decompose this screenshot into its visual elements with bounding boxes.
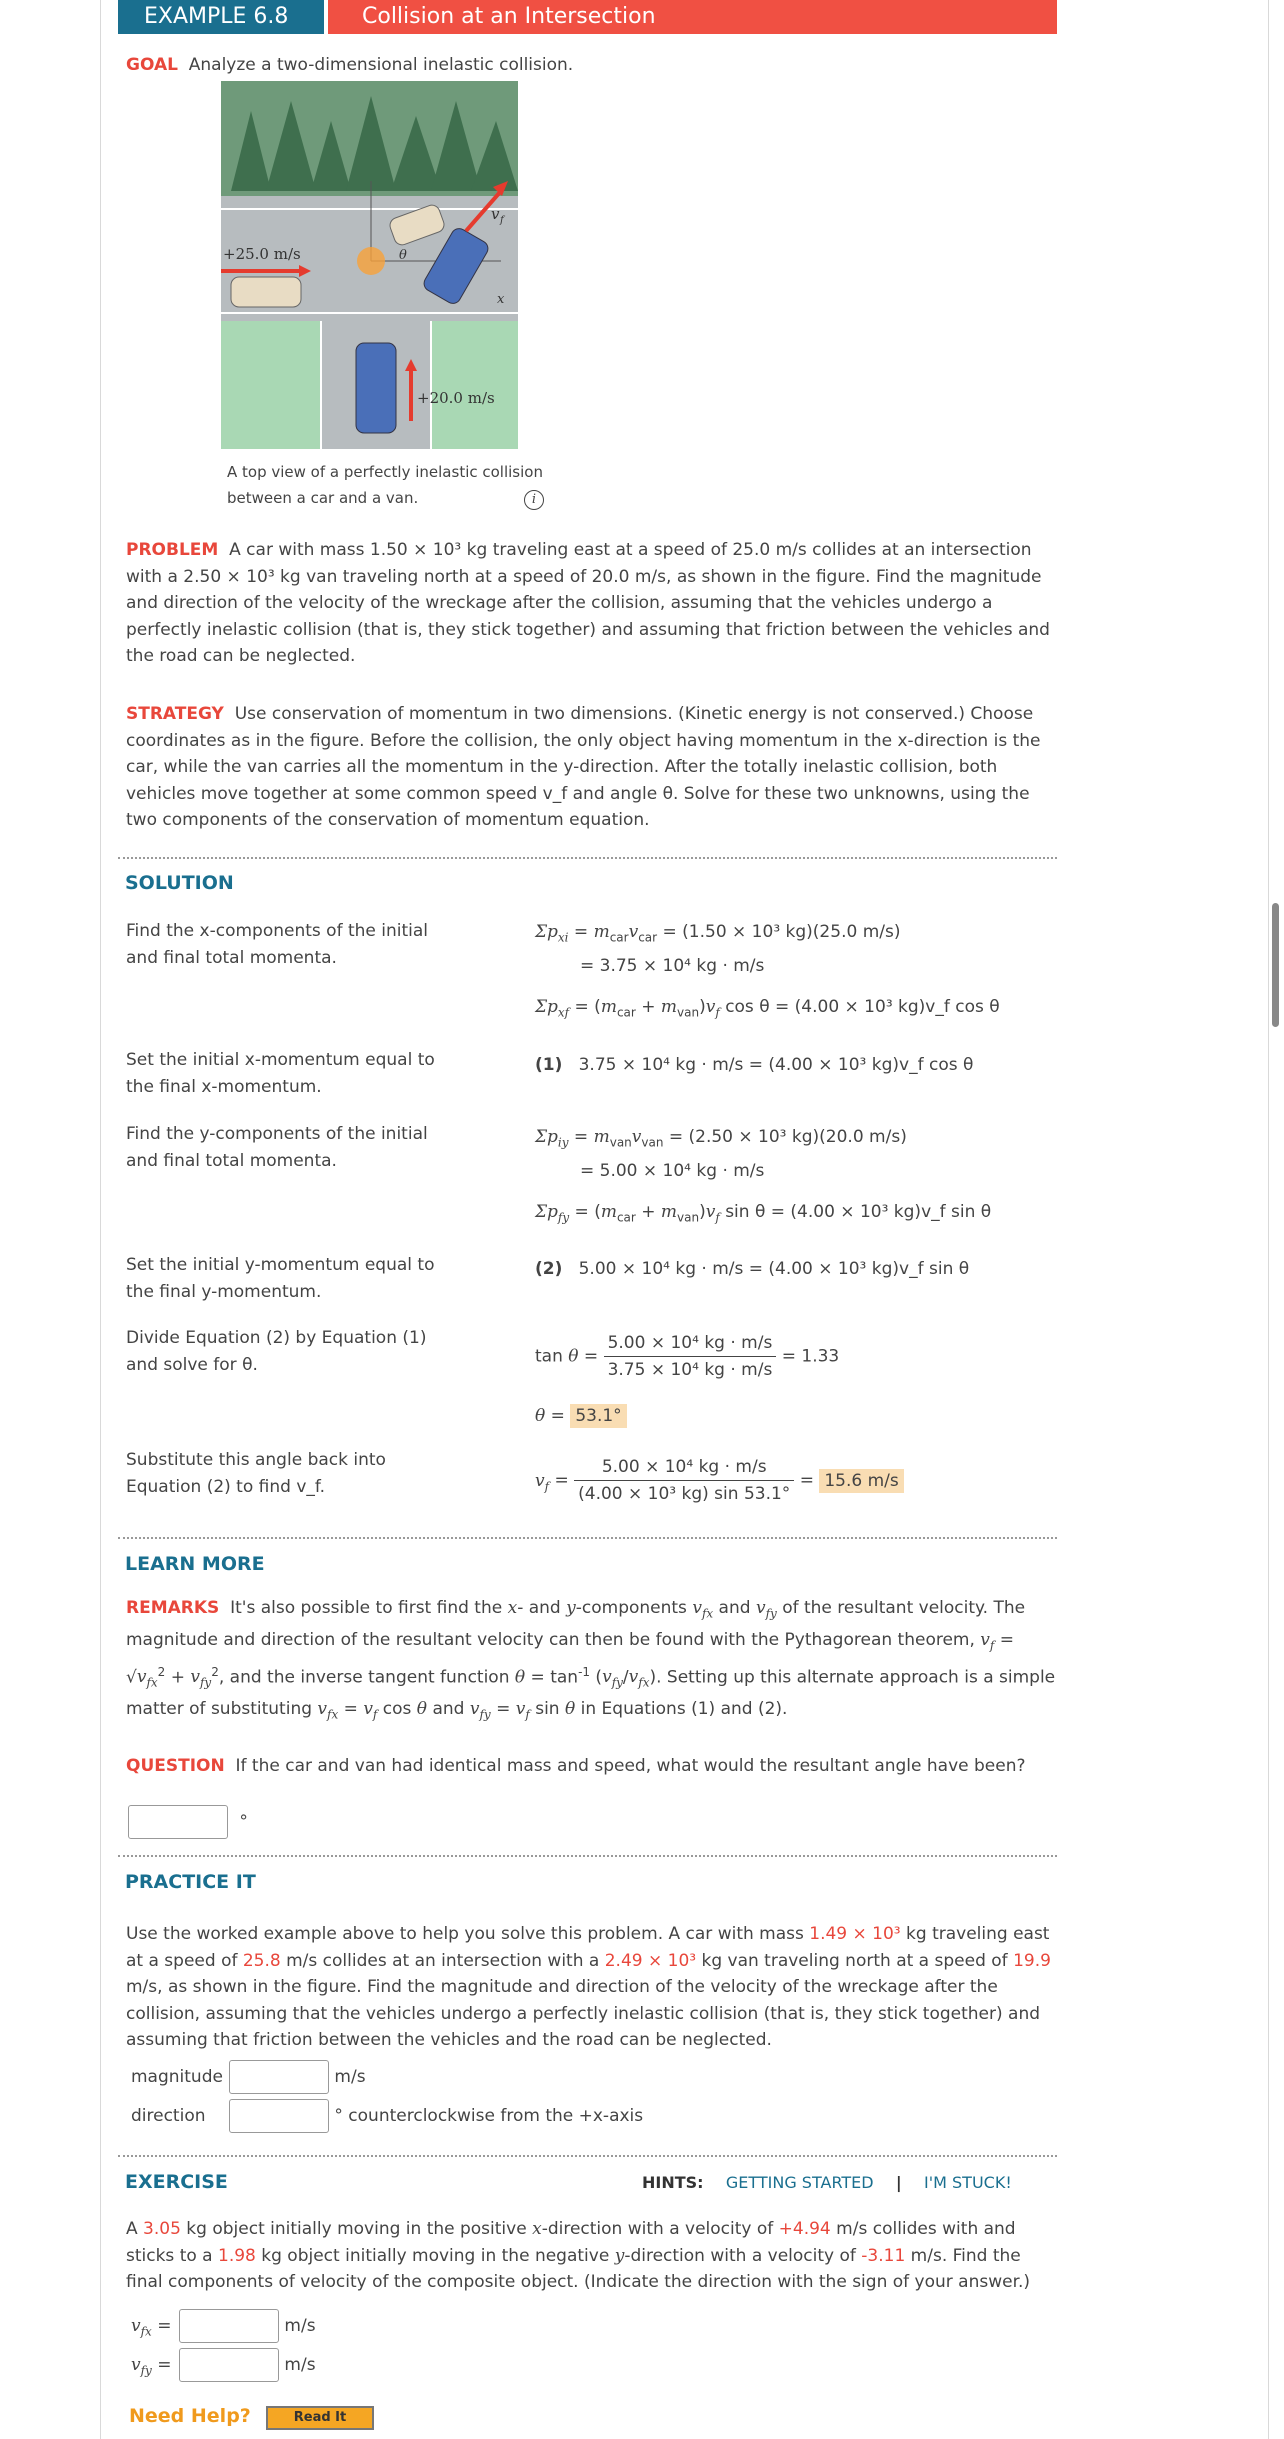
magnitude-input[interactable] bbox=[229, 2060, 329, 2094]
vfy-row: $v_{fy} = m/s$ bbox=[131, 2348, 316, 2387]
eq-theta: θ = 53.1° bbox=[535, 1403, 627, 1429]
vfy-input[interactable] bbox=[179, 2348, 279, 2382]
hint-separator: | bbox=[895, 2173, 902, 2192]
page-border-left bbox=[100, 0, 101, 2439]
hints-label: HINTS: bbox=[642, 2173, 704, 2192]
example-header bbox=[118, 0, 1057, 34]
vfx-unit: m/s bbox=[284, 2316, 316, 2336]
solution-step1: Find the x-components of the initial and final total momenta. bbox=[126, 921, 429, 968]
strategy-label: STRATEGY bbox=[126, 704, 224, 724]
question-label: QUESTION bbox=[126, 1756, 225, 1776]
eq-vf: $v_f$ = $\frac{\text{5.00 × 10⁴ kg · m/s}}{\text{(4.00 × 10³ kg) sin 53.1°}}$ = 15.6 m/s bbox=[535, 1454, 904, 1507]
tan-numerator: 5.00 × 10⁴ kg · m/s bbox=[604, 1330, 777, 1357]
example-title: Collision at an Intersection bbox=[328, 0, 1057, 34]
practice-text: Use the worked example above to help you solve this problem. A car with mass 1.49 × 10³ kg traveling east at a speed of 25.8 m/s collides at an intersection with a 2.49 × 10³ kg van traveling north at a speed of 19.9 m/s, as shown in the figure. Find the magnitude and direction of the velocity of the wreckage after the collision, assuming that the vehicles undergo a perfectly inelastic collision (that is, they stick together) and assuming that friction between the vehicles and the road can be neglected. bbox=[126, 1924, 1051, 2050]
goal-text: Analyze a two-dimensional inelastic collision. bbox=[188, 55, 574, 75]
practice-direction-row bbox=[131, 2099, 643, 2133]
vfx-row: $v_{fx} = m/s$ bbox=[131, 2309, 316, 2348]
divider bbox=[118, 2155, 1057, 2157]
solution-step4: Set the initial y-momentum equal to the final y-momentum. bbox=[126, 1255, 435, 1302]
eq-px-final: $\Sigma p_{xf} = (m_{car} + m_{van})v_f$ cos θ = (4.00 × 10³ kg)v_f cos θ bbox=[535, 997, 1000, 1020]
eq-py-initial: $\Sigma p_{iy} = m_{van}v_{van} = (2.50 \times 10^3$ kg)(20.0 m/s) bbox=[535, 1127, 907, 1150]
eq-equation1: (1) 3.75 × 10⁴ kg · m/s = (4.00 × 10³ kg)v_f cos θ bbox=[535, 1055, 974, 1075]
info-icon[interactable]: i bbox=[524, 490, 544, 510]
hint-getting-started-link[interactable]: GETTING STARTED bbox=[725, 2173, 874, 2192]
magnitude-unit: m/s bbox=[334, 2067, 366, 2087]
tan-result: = 1.33 bbox=[781, 1346, 840, 1367]
figure-caption bbox=[227, 459, 543, 511]
figure-caption-line1: A top view of a perfectly inelastic collision bbox=[227, 463, 543, 481]
read-it-button[interactable]: Read It bbox=[266, 2406, 374, 2430]
eq-equation2: (2) 5.00 × 10⁴ kg · m/s = (4.00 × 10³ kg)v_f sin θ bbox=[535, 1259, 970, 1279]
exercise-text: A 3.05 kg object initially moving in the positive x-direction with a velocity of +4.94 m/s collides with and sticks to a 1.98 kg object initially moving in the negative y-direction with a velocity of -3.11 m/s. Find the final components of velocity of the composite object. (Indicate the direction with the sign of your answer.) bbox=[126, 2219, 1031, 2292]
hints-bar bbox=[642, 2173, 1012, 2192]
angle-label: θ bbox=[399, 248, 407, 263]
figure-caption-line2: between a car and a van. bbox=[227, 489, 419, 507]
scrollbar-thumb[interactable] bbox=[1272, 903, 1279, 1027]
eq-px-initial: $\Sigma p_{xi} = m_{car}v_{car} = (1.50 \times 10^3$ kg)(25.0 m/s) bbox=[535, 922, 901, 945]
practice-mass-car: 1.49 × 10³ bbox=[809, 1924, 901, 1944]
direction-label: direction bbox=[131, 2106, 206, 2126]
theta-answer: 53.1° bbox=[570, 1404, 626, 1428]
eq4-rhs: = (2.50 × 10³ kg)(20.0 m/s) bbox=[668, 1127, 907, 1147]
vfy-unit: m/s bbox=[284, 2355, 316, 2375]
practice-mass-van: 2.49 × 10³ bbox=[604, 1950, 697, 1971]
question-section bbox=[126, 1753, 1056, 1780]
need-help-label: Need Help? bbox=[129, 2405, 251, 2427]
exercise-v1: +4.94 bbox=[778, 2219, 831, 2239]
solution-step5: Divide Equation (2) by Equation (1) and solve for θ. bbox=[126, 1328, 427, 1375]
divider bbox=[118, 857, 1057, 859]
divider bbox=[118, 1855, 1057, 1857]
solution-step6: Substitute this angle back into Equation (2) to find v_f. bbox=[126, 1450, 386, 1497]
problem-label: PROBLEM bbox=[126, 540, 219, 560]
tan-denominator: 3.75 × 10⁴ kg · m/s bbox=[607, 1360, 773, 1380]
page-border-right bbox=[1268, 0, 1269, 2439]
divider bbox=[118, 1537, 1057, 1539]
vf-subscript-label: f bbox=[500, 215, 504, 226]
question-answer-row bbox=[128, 1805, 248, 1839]
solution-step2: Set the initial x-momentum equal to the final x-momentum. bbox=[126, 1050, 435, 1097]
vf-denominator: (4.00 × 10³ kg) sin 53.1° bbox=[578, 1484, 791, 1504]
eq-py-final: $\Sigma p_{fy} = (m_{car} + m_{van})v_f$ sin θ = (4.00 × 10³ kg)v_f sin θ bbox=[535, 1202, 992, 1225]
degree-symbol: ° bbox=[239, 1812, 248, 1832]
problem-section bbox=[126, 537, 1056, 670]
practice-speed-van: 19.9 bbox=[1013, 1950, 1051, 1971]
eq-tan-theta: tan θ = $\frac{\text{5.00 × 10⁴ kg · m/s}}{\text{3.75 × 10⁴ kg · m/s}}$ = 1.33 bbox=[535, 1330, 839, 1383]
van-speed-label: +20.0 m/s bbox=[417, 389, 495, 407]
eq5-rhs: sin θ = (4.00 × 10³ kg)v_f sin θ bbox=[725, 1202, 992, 1222]
remarks-label: REMARKS bbox=[126, 1598, 220, 1618]
eq1-line2: = 3.75 × 10⁴ kg · m/s bbox=[580, 956, 765, 976]
eq2-rhs: cos θ = (4.00 × 10³ kg)v_f cos θ bbox=[725, 997, 1000, 1017]
practice-title: PRACTICE IT bbox=[125, 1871, 256, 1893]
goal-label: GOAL bbox=[126, 55, 178, 75]
eq6: 5.00 × 10⁴ kg · m/s = (4.00 × 10³ kg)v_f sin θ bbox=[578, 1259, 970, 1279]
practice-speed-car: 25.8 bbox=[242, 1950, 281, 1971]
remarks-section: REMARKS It's also possible to first find the x- and y-components $v_{fx}$ and $v_{fy}$ of the resultant velocity. The magnitude and direction of the resultant velocity can then be found with the Pythagorean theorem, $v_f = √v_{fx}^2 + v_{fy}^2$, and the inverse tangent function $\theta = \tan^{-1} (v_{fy}/v_{fx})$. Setting up this alternate approach is a simple matter of substituting $v_{fx} = v_f$ cos θ and $v_{fy} = v_f$ sin θ in Equations (1) and (2). bbox=[126, 1598, 1056, 1722]
direction-unit: ° counterclockwise from the +x-axis bbox=[334, 2106, 644, 2126]
problem-text: A car with mass 1.50 × 10³ kg traveling east at a speed of 25.0 m/s collides at an intersection with a 2.50 × 10³ kg van traveling north at a speed of 20.0 m/s, as shown in the figure. Find the magnitude and direction of the velocity of the wreckage after the collision, assuming that the vehicles undergo a perfectly inelastic collision (that is, they stick together) and assuming that friction between the vehicles and the road can be neglected. bbox=[126, 540, 1050, 666]
vf-answer: 15.6 m/s bbox=[819, 1469, 903, 1493]
question-angle-input[interactable] bbox=[128, 1805, 228, 1839]
car-speed-label: +25.0 m/s bbox=[223, 245, 301, 263]
solution-title: SOLUTION bbox=[125, 872, 234, 894]
practice-magnitude-row bbox=[131, 2060, 366, 2094]
exercise-m2: 1.98 bbox=[218, 2245, 256, 2266]
exercise-v2: -3.11 bbox=[861, 2245, 906, 2266]
goal-section bbox=[126, 52, 1056, 79]
eq3: 3.75 × 10⁴ kg · m/s = (4.00 × 10³ kg)v_f cos θ bbox=[578, 1055, 974, 1075]
exercise-m1: 3.05 bbox=[143, 2219, 181, 2239]
x-axis-label: x bbox=[497, 292, 505, 307]
collision-figure bbox=[221, 81, 518, 449]
vf-label: v bbox=[491, 205, 500, 223]
strategy-section bbox=[126, 701, 1056, 834]
hint-im-stuck-link[interactable]: I'M STUCK! bbox=[924, 2173, 1012, 2192]
eq1-rhs: = (1.50 × 10³ kg)(25.0 m/s) bbox=[662, 922, 901, 942]
vfx-input[interactable] bbox=[179, 2309, 279, 2343]
direction-input[interactable] bbox=[229, 2099, 329, 2133]
solution-step3: Find the y-components of the initial and final total momenta. bbox=[126, 1124, 428, 1171]
magnitude-label: magnitude bbox=[131, 2067, 223, 2087]
strategy-text: Use conservation of momentum in two dimensions. (Kinetic energy is not conserved.) Choose coordinates as in the figure. Before the collision, the only object having momentum in the x-direction is the car, while the van carries all the momentum in the y-direction. After the totally inelastic collision, both vehicles move together at some common speed v_f and angle θ. Solve for these two unknowns, using the two components of the conservation of momentum equation. bbox=[126, 704, 1041, 830]
exercise-title: EXERCISE bbox=[125, 2171, 228, 2193]
eq4-line2: = 5.00 × 10⁴ kg · m/s bbox=[580, 1161, 765, 1181]
example-number: EXAMPLE 6.8 bbox=[118, 0, 324, 34]
vf-numerator: 5.00 × 10⁴ kg · m/s bbox=[574, 1454, 794, 1481]
question-text: If the car and van had identical mass and speed, what would the resultant angle have been? bbox=[235, 1756, 1026, 1776]
learn-more-title: LEARN MORE bbox=[125, 1553, 265, 1575]
